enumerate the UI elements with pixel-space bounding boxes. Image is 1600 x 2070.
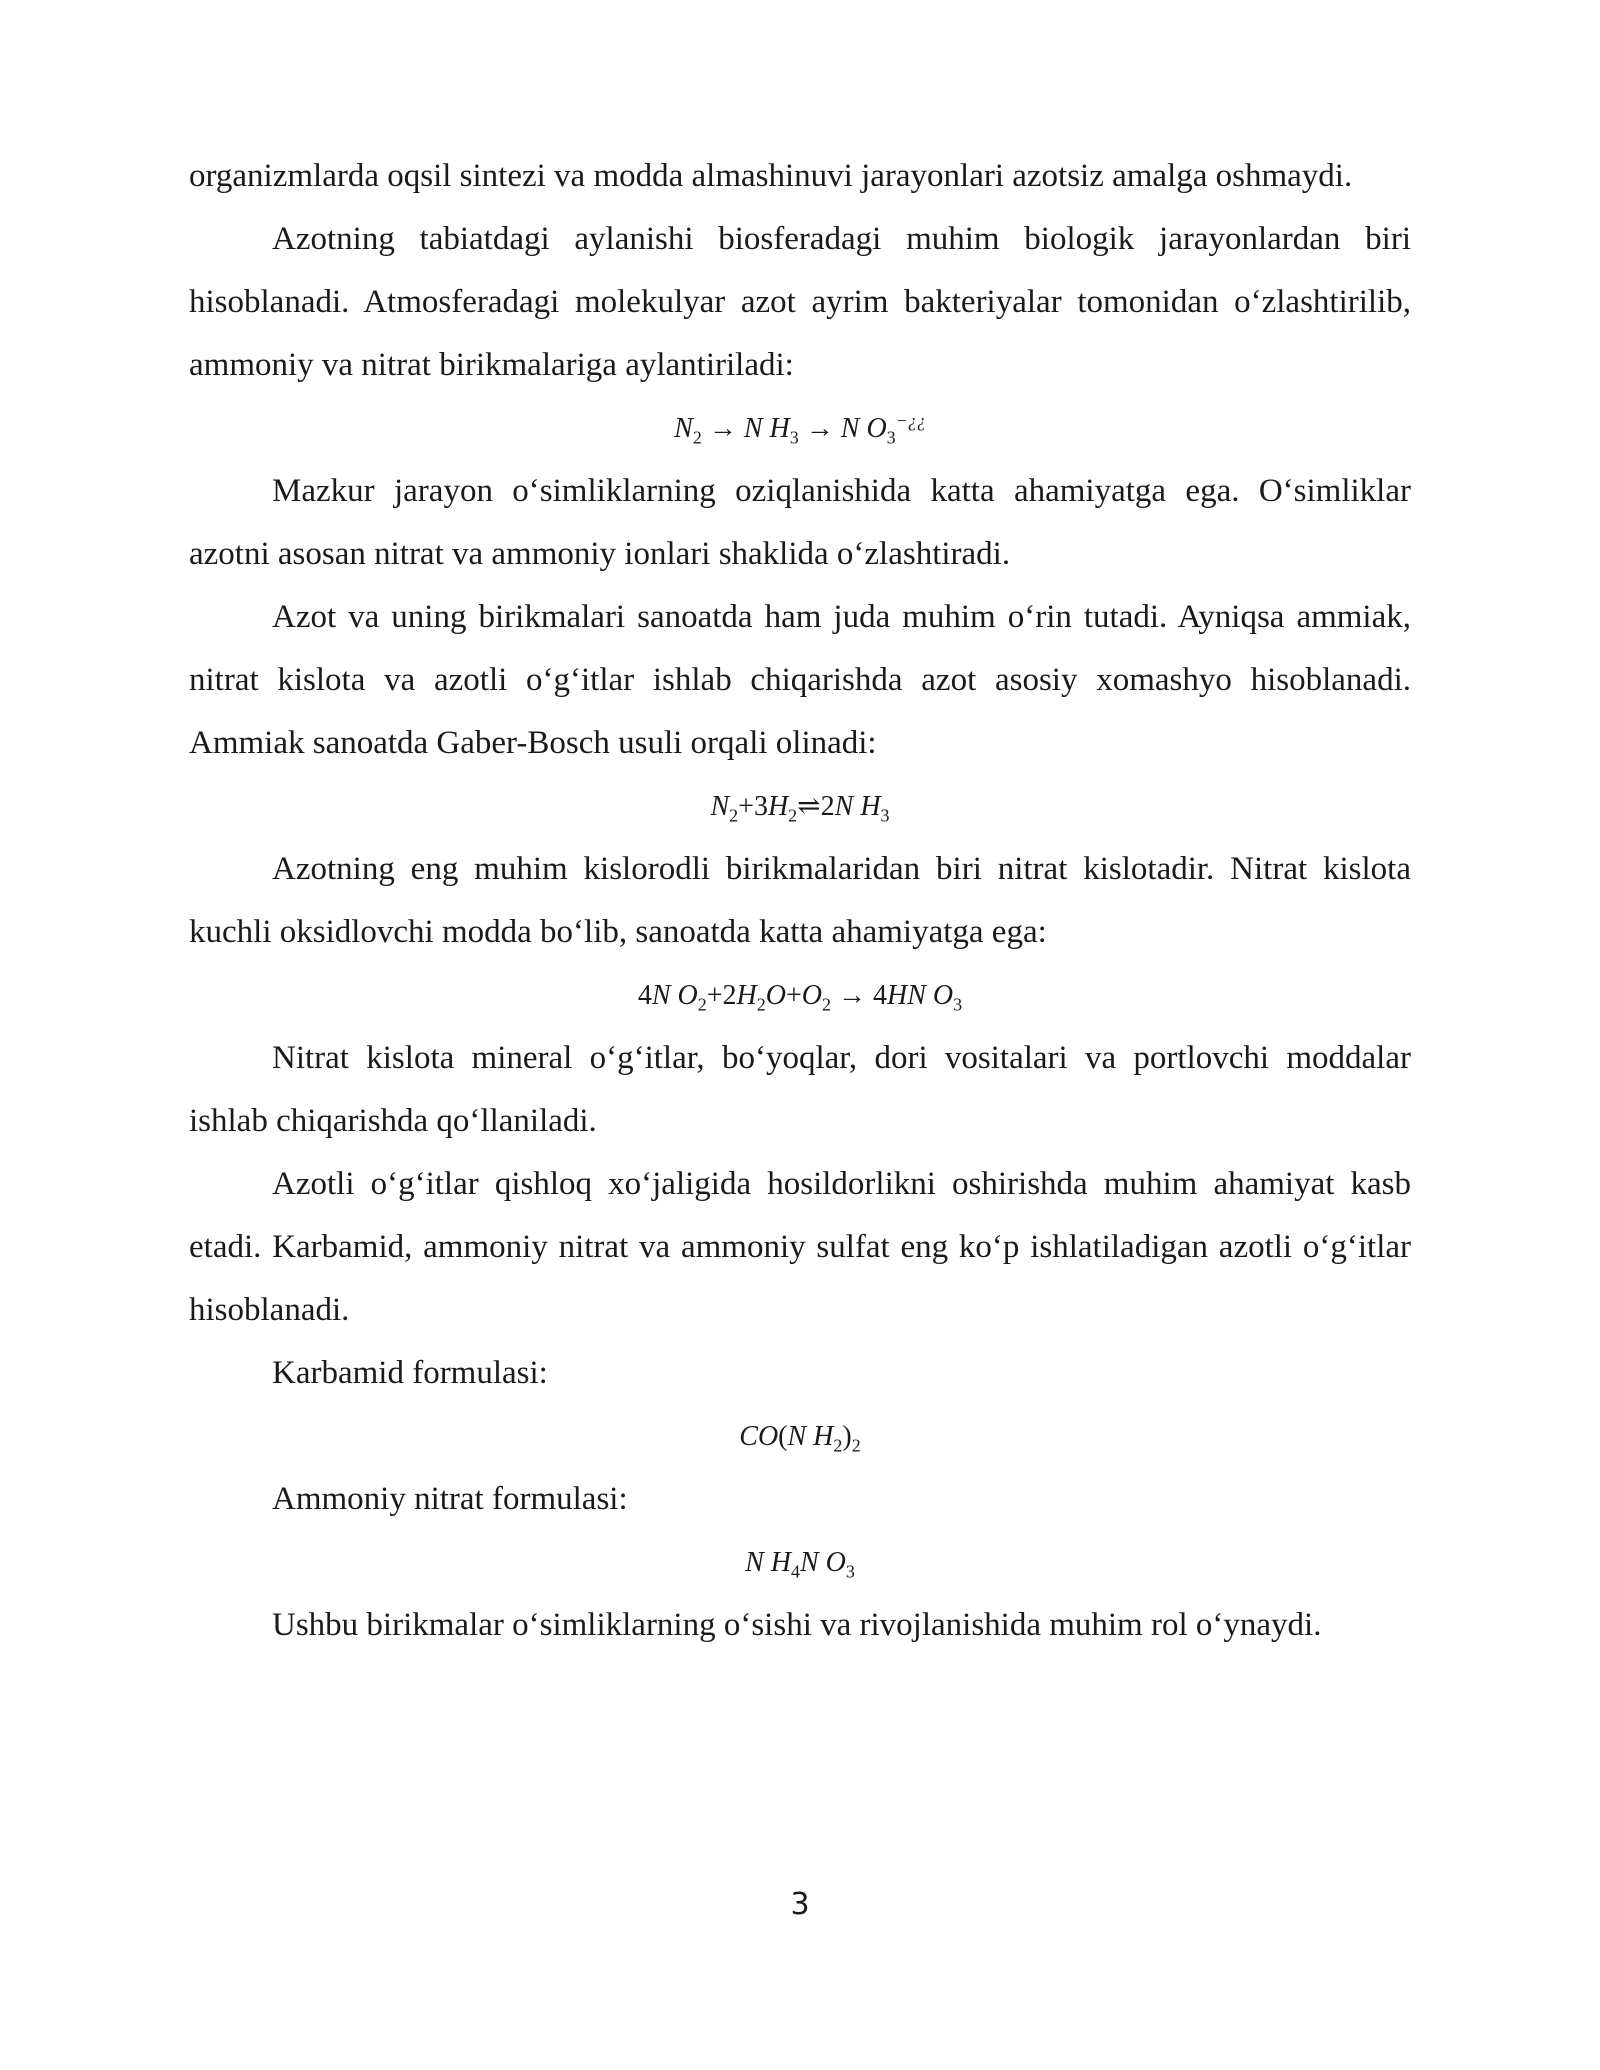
paragraph: Azotli oʻgʻitlar qishloq xoʻjaligida hosildorlikni oshirishda muhim ahamiyat kasb etadi. Karbamid, ammoniy nitrat va ammoniy sulfat eng koʻp ishlatiladigan azotli oʻgʻitlar hisoblanadi. bbox=[189, 1166, 1411, 1328]
paragraph: Ammoniy nitrat formulasi: bbox=[272, 1481, 628, 1517]
paragraph: Azotning eng muhim kislorodli birikmalaridan biri nitrat kislotadir. Nitrat kislota kuchli oksidlovchi modda boʻlib, sanoatda katta ahamiyatga ega: bbox=[189, 851, 1411, 950]
formula-ammonium-nitrate: N $H_4N$ $O_3$ bbox=[745, 1547, 855, 1582]
formula-urea: CO(N $H_2)_2$ bbox=[739, 1421, 861, 1456]
paragraph: organizmlarda oqsil sintezi va modda almashinuvi jarayonlari azotsiz amalga oshmaydi. bbox=[189, 158, 1353, 194]
document-page bbox=[189, 145, 1411, 1657]
formula-haber-bosch: $N_2+3H_2\rightleftharpoons 2N$ $H_3$ bbox=[710, 791, 890, 826]
page-number: 3 bbox=[790, 1887, 810, 1922]
paragraph: Karbamid formulasi: bbox=[272, 1355, 548, 1391]
paragraph: Azot va uning birikmalari sanoatda ham juda muhim oʻrin tutadi. Ayniqsa ammiak, nitrat kislota va azotli oʻgʻitlar ishlab chiqarishda azot asosiy xomashyo hisoblanadi. Ammiak sanoatda Gaber-Bosch usuli orqali olinadi: bbox=[189, 599, 1411, 761]
formula-nitrogen-conversion: $N_2 \to N$ $H_3 \to N$ $O_3^{-¿¿}$ bbox=[674, 410, 926, 448]
formula-nitric-acid: 4N $O_2+2H_2O+O_2 \to 4HN$ $O_3$ bbox=[637, 980, 963, 1015]
paragraph: Ushbu birikmalar oʻsimliklarning oʻsishi va rivojlanishida muhim rol oʻynaydi. bbox=[272, 1607, 1322, 1643]
paragraph: Nitrat kislota mineral oʻgʻitlar, boʻyoqlar, dori vositalari va portlovchi moddalar ishlab chiqarishda qoʻllaniladi. bbox=[189, 1040, 1411, 1139]
paragraph: Mazkur jarayon oʻsimliklarning oziqlanishida katta ahamiyatga ega. Oʻsimliklar azotni asosan nitrat va ammoniy ionlari shaklida oʻzlashtiradi. bbox=[189, 473, 1411, 572]
paragraph: Azotning tabiatdagi aylanishi biosferadagi muhim biologik jarayonlardan biri hisoblanadi. Atmosferadagi molekulyar azot ayrim bakteriyalar tomonidan oʻzlashtirilib, ammoniy va nitrat birikmalariga aylantiriladi: bbox=[189, 221, 1411, 383]
